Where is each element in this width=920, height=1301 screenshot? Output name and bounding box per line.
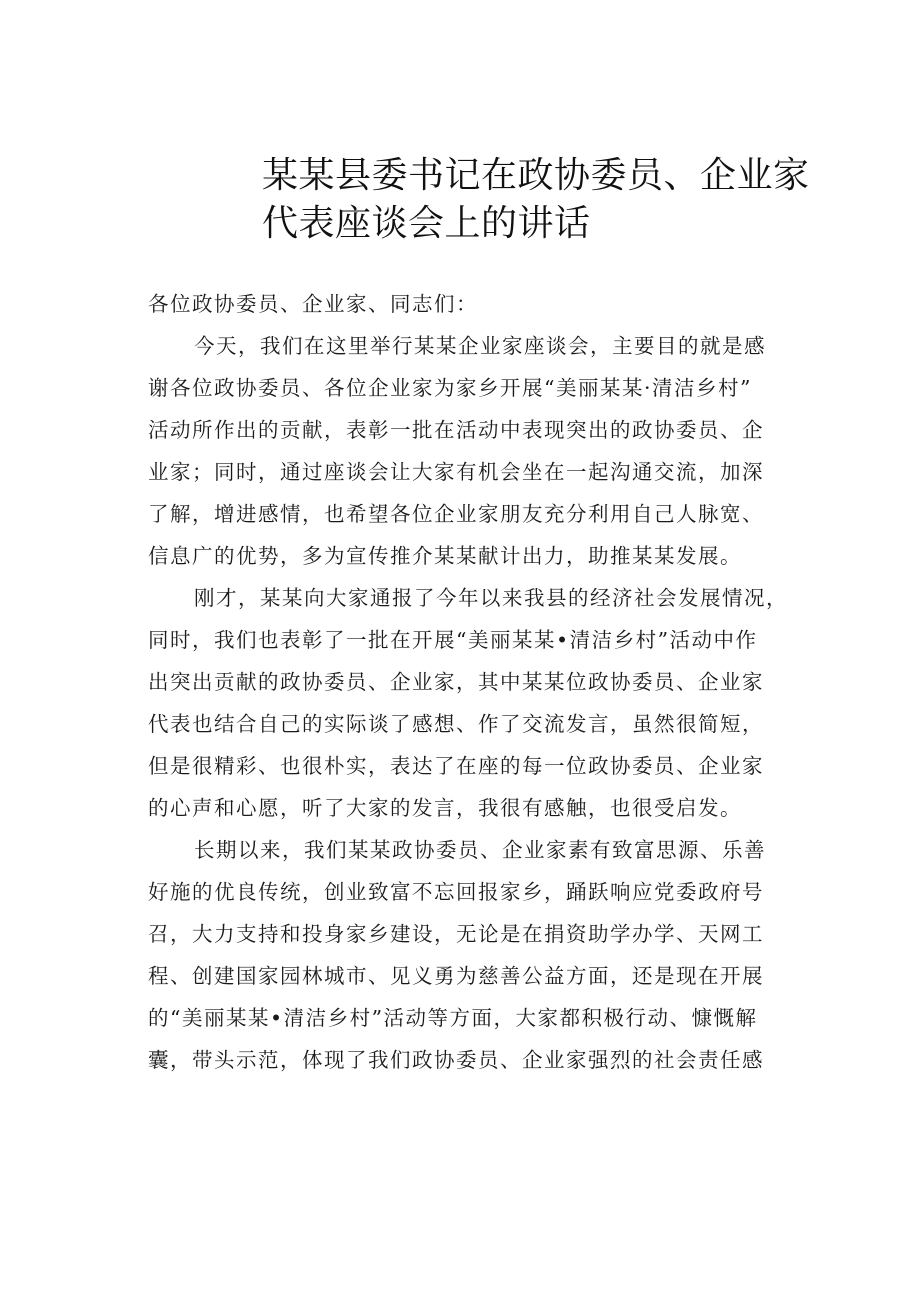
paragraph-line: 好施的优良传统，创业致富不忘回报家乡，踊跃响应党委政府号 — [148, 880, 764, 904]
paragraph-line: 但是很精彩、也很朴实，表达了在座的每一位政协委员、企业家 — [148, 754, 764, 778]
paragraph-line: 了解，增进感情，也希望各位企业家朋友充分利用自己人脉宽、 — [148, 502, 764, 526]
title-line: 某某县委书记在政协委员、企业家 — [262, 155, 810, 196]
paragraph-line: 今天，我们在这里举行某某企业家座谈会，主要目的就是感 — [194, 334, 766, 358]
paragraph-line: 长期以来，我们某某政协委员、企业家素有致富思源、乐善 — [194, 838, 766, 862]
paragraph-3 — [148, 829, 810, 1081]
paragraph-line: 囊，带头示范，体现了我们政协委员、企业家强烈的社会责任感 — [148, 1048, 764, 1072]
paragraph-line: 程、创建国家园林城市、见义勇为慈善公益方面，还是现在开展 — [148, 964, 764, 988]
paragraph-2 — [148, 577, 810, 829]
paragraph-line: 信息广的优势，多为宣传推介某某献计出力，助推某某发展。 — [148, 544, 742, 568]
paragraph-1 — [148, 325, 810, 577]
title-line: 代表座谈会上的讲话 — [262, 203, 591, 244]
paragraph-line: 召，大力支持和投身家乡建设，无论是在捐资助学办学、天网工 — [148, 922, 764, 946]
paragraph-line: 同时，我们也表彰了一批在开展“美丽某某•清洁乡村”活动中作 — [148, 628, 758, 652]
paragraph-line: 出突出贡献的政协委员、企业家，其中某某位政协委员、企业家 — [148, 670, 764, 694]
paragraph-line: 业家；同时，通过座谈会让大家有机会坐在一起沟通交流，加深 — [148, 460, 764, 484]
document-title — [262, 152, 810, 248]
paragraph-line: 刚才，某某向大家通报了今年以来我县的经济社会发展情况， — [194, 586, 788, 610]
paragraph-line: 代表也结合自己的实际谈了感想、作了交流发言，虽然很简短， — [148, 712, 764, 736]
paragraph-line: 活动所作出的贡献，表彰一批在活动中表现突出的政协委员、企 — [148, 418, 764, 442]
paragraph-line: 谢各位政协委员、各位企业家为家乡开展“美丽某某·清洁乡村” — [148, 376, 752, 400]
document-body — [148, 283, 810, 1081]
paragraph-line: 的“美丽某某•清洁乡村”活动等方面，大家都积极行动、慷慨解 — [148, 1006, 758, 1030]
paragraph-line: 的心声和心愿，听了大家的发言，我很有感触，也很受启发。 — [148, 796, 742, 820]
salutation: 各位政协委员、企业家、同志们： — [148, 292, 478, 316]
